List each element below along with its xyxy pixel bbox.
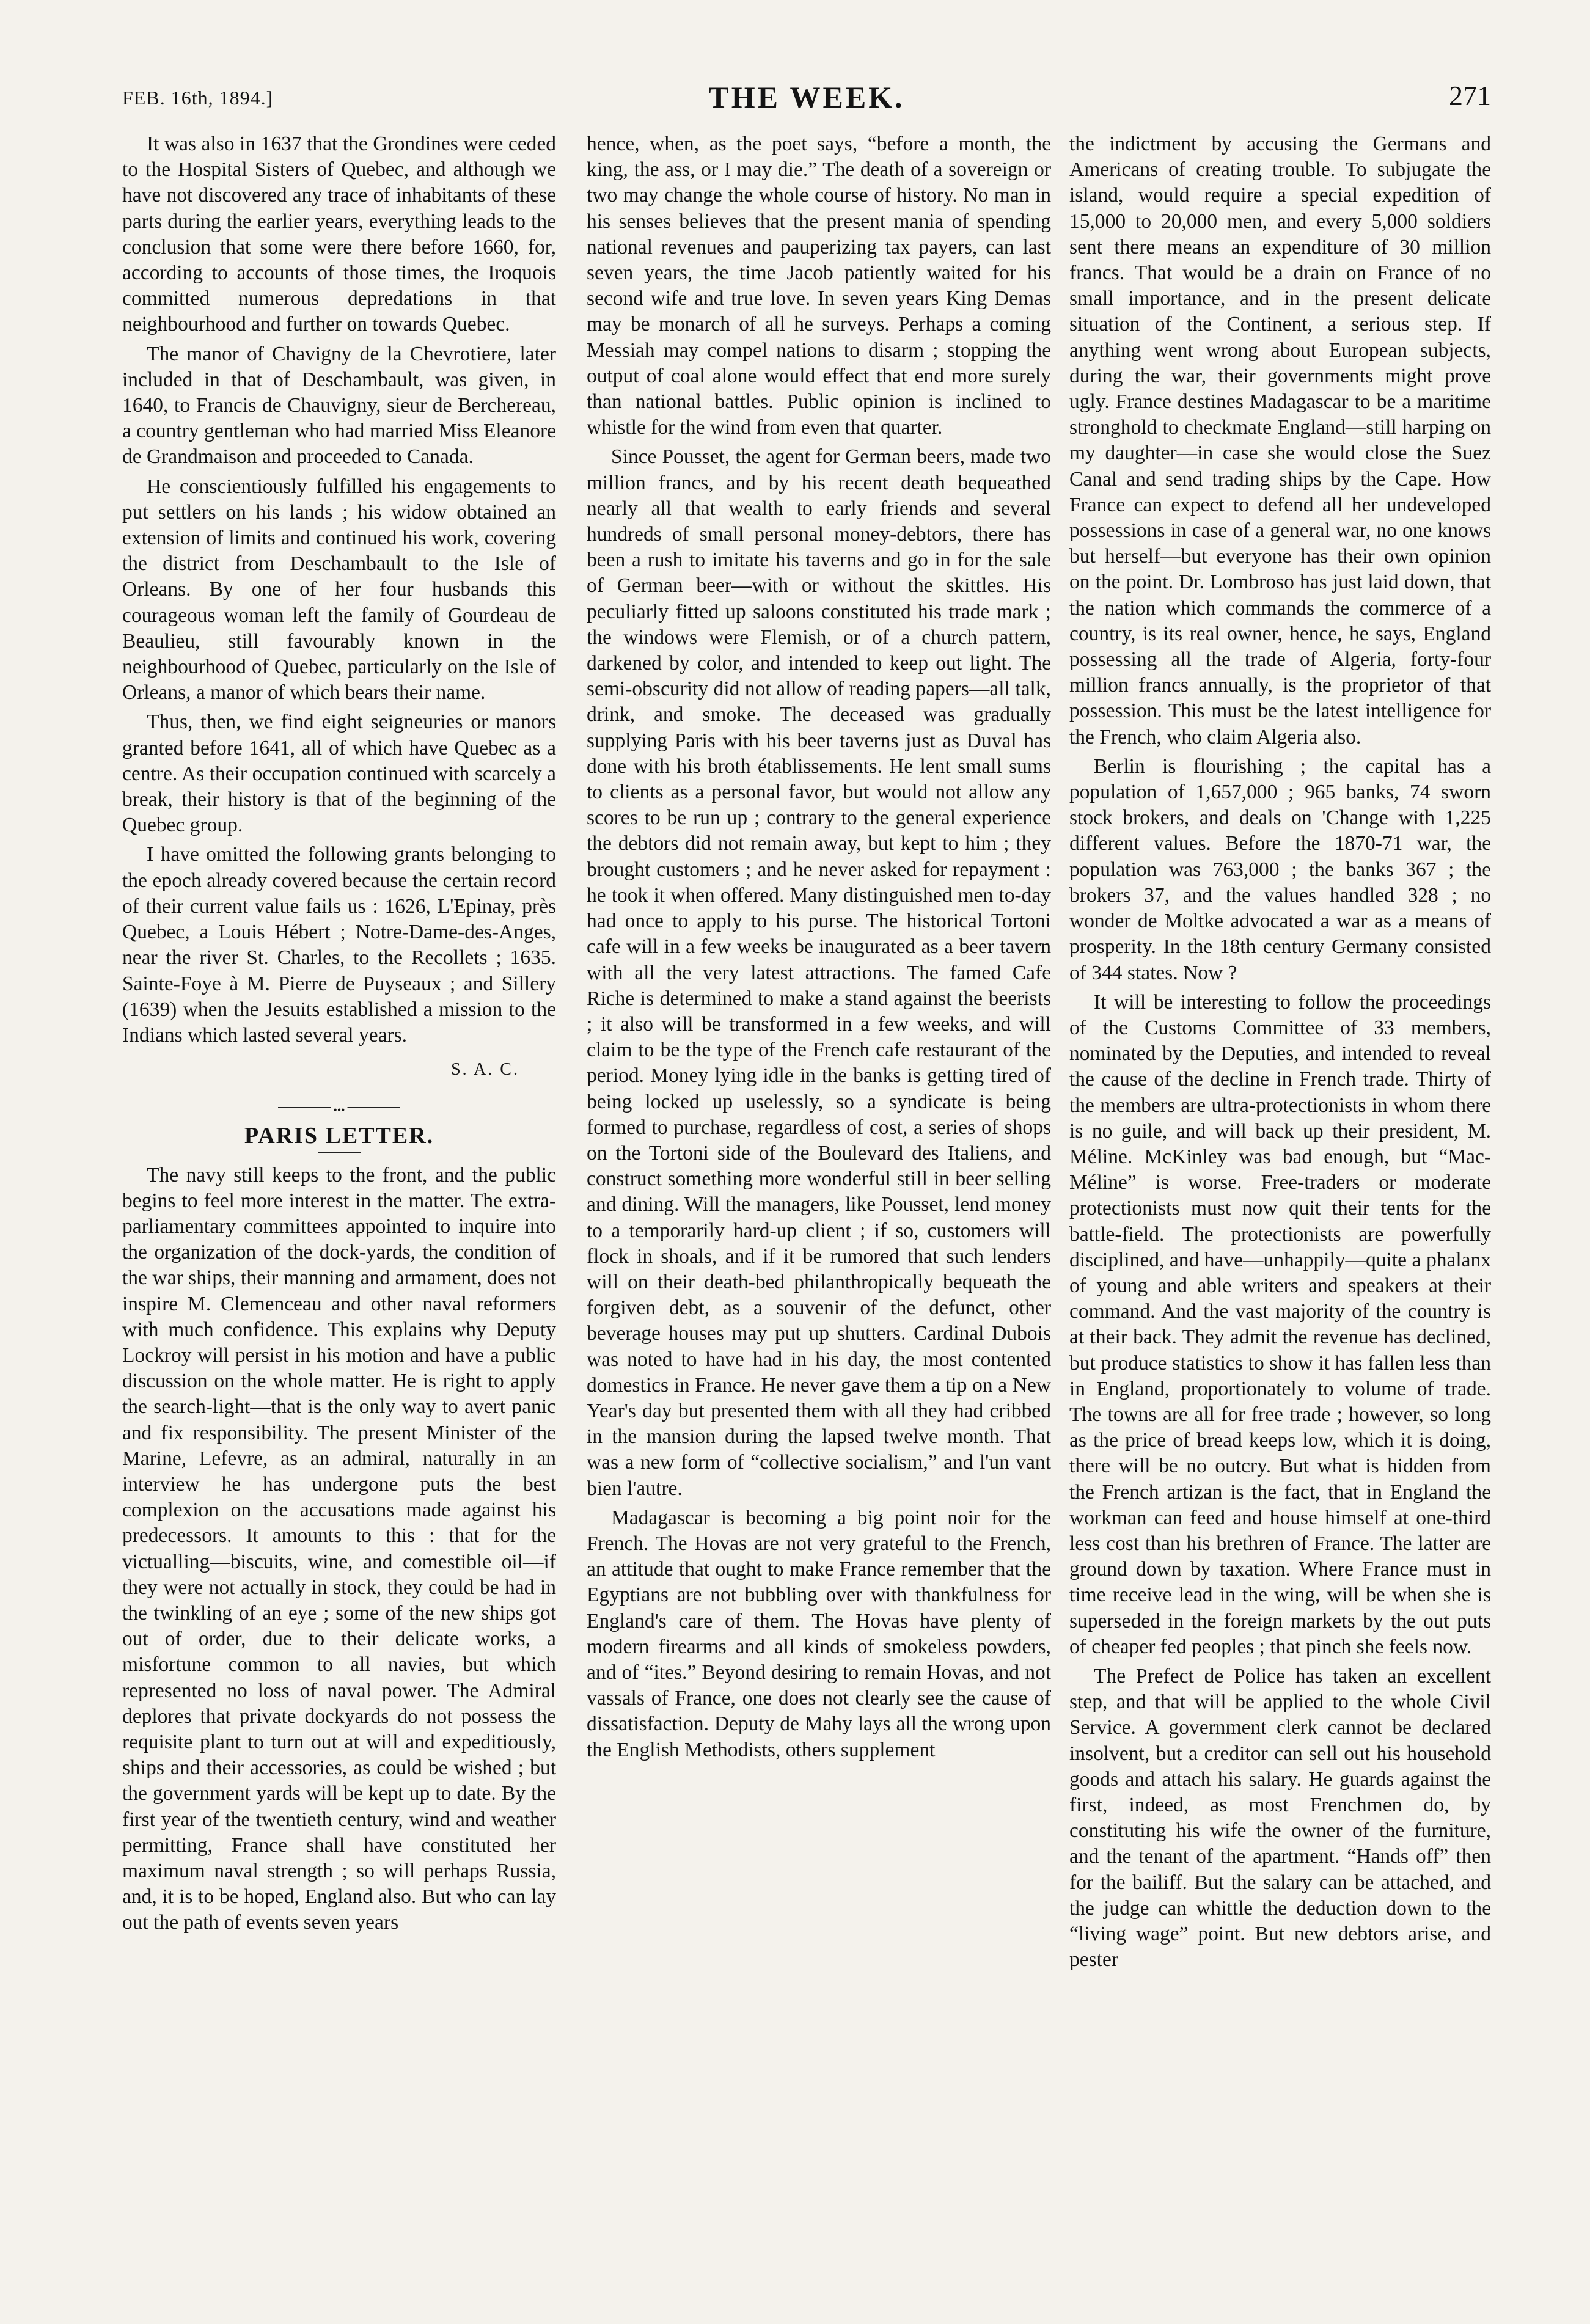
paragraph: Thus, then, we find eight seigneuries or manors granted before 1641, all of which have Quebec as a centre. As their occupation continued with scarcely a break, their history is that of the beginning of the Quebec group.: [122, 711, 556, 837]
column-2: [587, 131, 1051, 2306]
paragraph: The manor of Chavigny de la Chevrotiere, later included in that of Deschambault, was given, in 1640, to Francis de Chauvigny, sieur de Berchereau, a country gentleman who had married Miss Eleanore de Grandmaison and proceeded to Canada.: [122, 342, 556, 469]
paragraph: the indictment by accusing the Germans and Americans of creating trouble. To subjugate the island, would require a special expedition of 15,000 to 20,000 men, and every 5,000 soldiers sent there means an expenditure of 30 million francs. That would be a drain on France of no small importance, and in the present delicate situation of the Continent, a serious step. If anything went wrong about European subjects, during the war, their governments might prove ugly. France destines Madagascar to be a maritime stronghold to checkmate England—still harping on my daughter—in case she would close the Suez Canal and send trading ships by the Cape. How France can expect to defend all her undeveloped possessions in case of a general war, no one knows but herself—but everyone has their own opinion on the point. Dr. Lombroso has just laid down, that the nation which commands the commerce of a country, is its real owner, hence, he says, England possessing all the trade of Algeria, forty-four million francs annually, is the proprietor of that possession. This must be the latest intelligence for the French, who claim Algeria also.: [1069, 133, 1491, 748]
paragraph: hence, when, as the poet says, “before a month, the king, the ass, or I may die.” The death of a sovereign or two may change the whole course of history. No man in his senses believes that the present mania of spending national revenues and pauperizing tax payers, can last seven years, the time Jacob patiently waited for his second wife and true love. In seven years King Demas may be monarch of all he surveys. Perhaps a coming Messiah may compel nations to disarm ; stopping the output of coal alone would effect that end more surely than national battles. Public opinion is inclined to whistle for the wind from even that quarter.: [587, 133, 1051, 439]
paragraph: Madagascar is becoming a big point noir for the French. The Hovas are not very grateful to the French, an attitude that ought to make France remember that the Egyptians are not bubbling over with thankfulness for England's care of them. The Hovas have plenty of modern firearms and all kinds of smokeless powders, and of “ites.” Beyond desiring to remain Hovas, and not vassals of France, one does not clearly see the cause of dissatisfaction. Deputy de Mahy lays all the wrong upon the English Methodists, others supplement: [587, 1506, 1051, 1761]
paragraph: The Prefect de Police has taken an excellent step, and that will be applied to the whole Civil Service. A government clerk cannot be declared insolvent, but a creditor can sell out his household goods and attach his salary. He guards against the first, indeed, as most Frenchmen do, by constituting his wife the owner of the furniture, and the tenant of the apartment. “Hands off” then for the bailiff. But the salary can be attached, and the judge can whittle the deduction down to the “living wage” point. But new debtors arise, and pester: [1069, 1664, 1491, 1971]
section-divider: [278, 1107, 400, 1108]
author-signature: S. A. C.: [451, 1060, 519, 1080]
page-number: 271: [1449, 80, 1491, 111]
paragraph: I have omitted the following grants belonging to the epoch already covered because the certain record of their current value fails us : 1626, L'Epinay, près Quebec, a Louis Hébert ; Notre-Dame-des-Anges, near the river St. Charles, to the Recollets ; 1635. Sainte-Foye à M. Pierre de Puyseaux ; and Sillery (1639) when the Jesuits established a mission to the Indians which lasted several years.: [122, 843, 556, 1047]
paragraph: It was also in 1637 that the Grondines were ceded to the Hospital Sisters of Quebec, and although we have not discovered any trace of inhabitants of these parts during the earlier years, everything leads to the conclusion that some were there before 1660, for, according to accounts of those times, the Iroquois committed numerous depredations in that neighbourhood and further on towards Quebec.: [122, 133, 556, 336]
column-3: [1069, 131, 1491, 2306]
publication-title: THE WEEK.: [708, 80, 905, 114]
column-1: [122, 131, 556, 2306]
paragraph: He conscientiously fulfilled his engagements to put settlers on his lands ; his widow obtained an extension of limits and continued his work, covering the district from Deschambault to the Isle of Orleans. By one of her four husbands this courageous woman left the family of Gourdeau de Beaulieu, still favourably known in the neighbourhood of Quebec, particularly on the Isle of Orleans, a manor of which bears their name.: [122, 475, 556, 704]
paragraph: It will be interesting to follow the proceedings of the Customs Committee of 33 members, nominated by the Deputies, and intended to reveal the cause of the decline in French trade. Thirty of the members are ultra-protectionists in whom there is no guile, and will back up their president, M. Méline. McKinley was bad enough, but “Mac-Méline” is worse. Free-traders or moderate protectionists must now quit their tents for the battle-field. The protectionists are powerfully disciplined, and have—unhappily—quite a phalanx of young and able writers and speakers at their command. And the vast majority of the country is at their back. They admit the revenue has declined, but produce statistics to show it has fallen less than in England, proportionately to volume of trade. The towns are all for free trade ; however, so long as the price of bread keeps low, which it is doing, there will be no outcry. But what is hidden from the French artizan is the fact, that in England the workman can feed and house himself at one-third less cost than his brethren of France. The latter are ground down by taxation. Where France must in time receive lead in the wing, will be when she is superseded in the foreign markets by the out puts of cheaper fed peoples ; that pinch she feels now.: [1069, 990, 1491, 1658]
page-header: [122, 79, 1491, 122]
paragraph: Berlin is flourishing ; the capital has a population of 1,657,000 ; 965 banks, 74 sworn stock brokers, and deals on 'Change with 1,225 different values. Before the 1870-71 war, the population was 763,000 ; the banks 367 ; the brokers 37, and the values handled 328 ; no wonder de Moltke advocated a war as a means of prosperity. In the 18th century Germany consisted of 344 states. Now ?: [1069, 755, 1491, 984]
issue-date: FEB. 16th, 1894.]: [122, 87, 274, 109]
paragraph: The navy still keeps to the front, and the public begins to feel more interest in the matter. The extra-parliamentary committees appointed to inquire into the organization of the dock-yards, the condition of the war ships, their manning and armament, does not inspire M. Clemenceau and other naval reformers with much confidence. This explains why Deputy Lockroy will persist in his motion and have a public discussion on the whole matter. He is right to apply the search-light—that is the only way to avert panic and fix responsibility. The present Minister of the Marine, Lefevre, as an admiral, naturally in an interview he has undergone puts the best complexion on the accusations made against his predecessors. It amounts to this : that for the victualling—biscuits, wine, and comestible oil—if they were not actually in stock, they could be had in the twinkling of an eye ; some of the new ships got out of order, due to their delicate works, a misfortune common to all navies, but which represented no loss of naval power. The Admiral deplores that private dockyards do not possess the requisite plant to turn out at will and expeditiously, ships and their accessories, as could be wished ; but the government yards will be kept up to date. By the first year of the twentieth century, wind and weather permitting, France shall have constituted her maximum naval strength ; so will perhaps Russia, and, it is to be hoped, England also. But who can lay out the path of events seven years: [122, 1163, 556, 1934]
paragraph: Since Pousset, the agent for German beers, made two million francs, and by his recent death bequeathed nearly all that wealth to early friends and several hundreds of small personal money-debtors, there has been a rush to imitate his taverns and go in for the sale of German beer—with or without the skittles. His peculiarly fitted up saloons constituted his trade mark ; the windows were Flemish, or of a church pattern, darkened by color, and intended to keep out light. The semi-obscurity did not allow of reading papers—all talk, drink, and smoke. The deceased was gradually supplying Paris with his beer taverns just as Duval has done with his broth établissements. He lent small sums to clients as a personal favor, but would not allow any scores to be run up ; contrary to the general experience the debtors did not remain away, but kept to him ; they brought customers ; and he never asked for repayment : he took it when offered. Many distinguished men to-day had once to apply to his purse. The historical Tortoni cafe will in a few weeks be inaugurated as a beer tavern with all the very latest attractions. The famed Cafe Riche is determined to make a stand against the beerists ; it also will be transformed in a few weeks, and will claim to be the type of the French cafe restaurant of the period. Money lying idle in the banks is getting tired of being locked up uselessly, so a syndicate is being formed to purchase, regardless of cost, a series of shops on the Tortoni side of the Boulevard des Italiens, and construct something more wonderful still in beer selling and dining. Will the managers, like Pousset, lend money to a temporarily hard-up client ; if so, customers will flock in shoals, and if it be rumored that such lenders will on their death-bed philanthropically bequeath the forgiven debt, as a souvenir of the defunct, other beverage houses may put up shutters. Cardinal Dubois was noted to have had in his day, the most contented domestics in France. He never gave them a tip on a New Year's day but presented them with all they had cribbed in the mansion during the lapsed twelve month. That was a new form of “collective socialism,” and l'un vant bien l'autre.: [587, 445, 1051, 1500]
section-title: PARIS LETTER.: [244, 1123, 434, 1149]
title-underline: [318, 1152, 361, 1153]
